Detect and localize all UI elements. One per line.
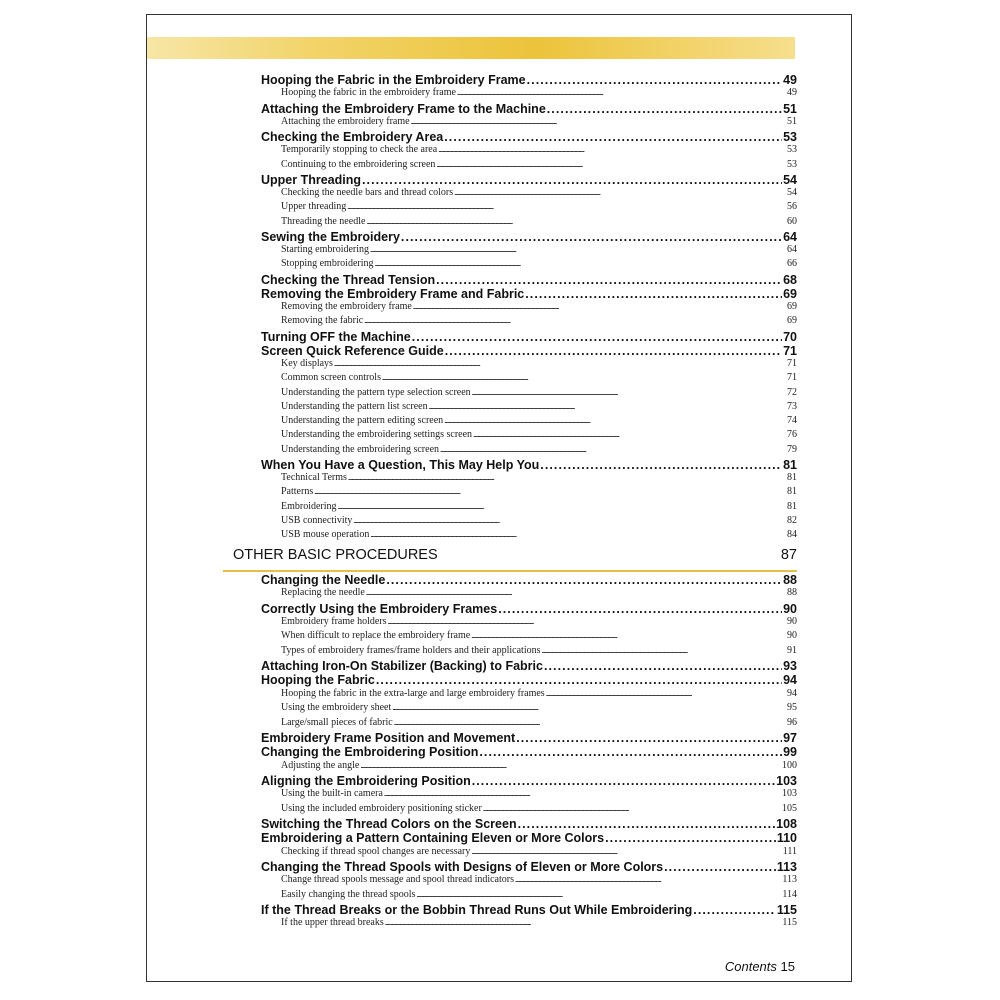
toc-entry-page: 81 bbox=[787, 472, 797, 483]
toc-entry-page: 53 bbox=[787, 158, 797, 170]
toc-entry-title: Starting embroidering bbox=[281, 244, 370, 255]
toc-entry-title: USB mouse operation bbox=[281, 529, 370, 540]
toc-entry-title: Change thread spools message and spool thread indicators bbox=[281, 874, 514, 886]
toc-main-entry[interactable] bbox=[147, 860, 797, 874]
toc-entry-title: Checking if thread spool changes are necessary bbox=[281, 845, 471, 857]
toc-dot-leader bbox=[525, 287, 782, 301]
toc-entry-title: Hooping the fabric in the extra-large and large embroidery frames bbox=[281, 687, 545, 699]
toc-entry-page: 99 bbox=[783, 745, 797, 760]
toc-entry-title: Removing the fabric bbox=[281, 315, 364, 327]
toc-entry-title: Technical Terms bbox=[281, 472, 347, 483]
toc-entry-page: 54 bbox=[787, 187, 797, 198]
toc-sub-entry[interactable] bbox=[147, 387, 797, 398]
toc-dot-leader bbox=[515, 874, 781, 885]
toc-sub-entry[interactable] bbox=[147, 201, 797, 212]
toc-main-entry[interactable] bbox=[147, 817, 797, 831]
toc-dot-leader bbox=[542, 645, 787, 656]
toc-entry-title: Understanding the pattern editing screen bbox=[281, 415, 444, 426]
footer-page-number: 15 bbox=[780, 959, 795, 974]
toc-sub-entry[interactable] bbox=[147, 616, 797, 627]
toc-entry-page: 91 bbox=[787, 644, 797, 656]
toc-dot-leader bbox=[457, 87, 786, 98]
toc-sub-entry[interactable] bbox=[147, 501, 797, 512]
toc-sub-entry[interactable] bbox=[147, 803, 797, 814]
toc-entry-page: 96 bbox=[787, 716, 797, 728]
toc-dot-leader bbox=[401, 230, 782, 244]
toc-entry-page: 108 bbox=[776, 816, 797, 831]
toc-entry-title: Threading the needle bbox=[281, 215, 366, 227]
toc-dot-leader bbox=[518, 817, 776, 831]
toc-entry-page: 88 bbox=[787, 587, 797, 599]
toc-entry-title: Changing the Thread Spools with Designs of Eleven or More Colors bbox=[261, 860, 664, 874]
toc-entry-page: 113 bbox=[776, 860, 797, 874]
toc-sub-entry[interactable] bbox=[147, 116, 797, 127]
toc-sub-entry[interactable] bbox=[147, 159, 797, 170]
toc-entry-page: 56 bbox=[787, 201, 797, 213]
footer-label: Contents bbox=[724, 959, 777, 974]
toc-entry-page: 103 bbox=[776, 773, 797, 788]
toc-dot-leader bbox=[540, 458, 782, 472]
toc-sub-entry[interactable] bbox=[147, 717, 797, 728]
toc-entry-page: 53 bbox=[787, 144, 797, 156]
toc-entry-page: 100 bbox=[782, 759, 797, 771]
page-footer bbox=[725, 959, 795, 974]
toc-entry-page: 81 bbox=[787, 486, 797, 498]
toc-dot-leader bbox=[370, 529, 786, 540]
toc-entry-page: 115 bbox=[776, 903, 797, 918]
toc-main-entry[interactable] bbox=[147, 130, 797, 144]
toc-sub-entry[interactable] bbox=[147, 846, 797, 857]
toc-main-entry[interactable] bbox=[147, 73, 797, 87]
toc-entry-title: Hooping the fabric in the embroidery frame bbox=[281, 87, 456, 99]
toc-dot-leader bbox=[384, 788, 781, 799]
toc-dot-leader bbox=[471, 846, 781, 857]
toc-sub-entry[interactable] bbox=[147, 401, 797, 412]
toc-sub-entry[interactable] bbox=[147, 144, 797, 155]
toc-main-entry[interactable] bbox=[147, 173, 797, 187]
toc-entry-title: Replacing the needle bbox=[281, 587, 365, 599]
toc-entry-title: Sewing the Embroidery bbox=[261, 229, 400, 244]
toc-dot-leader bbox=[547, 102, 782, 116]
toc-sub-entry[interactable] bbox=[147, 87, 797, 98]
toc-dot-leader bbox=[472, 774, 775, 788]
document-page bbox=[146, 14, 852, 982]
toc-dot-leader bbox=[516, 731, 782, 745]
toc-entry-page: 70 bbox=[783, 329, 797, 344]
toc-dot-leader bbox=[366, 216, 786, 227]
toc-entry-page: 69 bbox=[783, 286, 797, 301]
toc-entry-page: 72 bbox=[787, 386, 797, 398]
toc-entry-title: Checking the Thread Tension bbox=[261, 272, 436, 287]
toc-entry-title: Hooping the Fabric in the Embroidery Frame bbox=[261, 73, 526, 87]
toc-entry-page: 71 bbox=[783, 343, 797, 358]
toc-dot-leader bbox=[544, 659, 782, 673]
toc-entry-title: If the upper thread breaks bbox=[281, 917, 384, 929]
toc-entry-page: 95 bbox=[787, 702, 797, 714]
toc-dot-leader bbox=[444, 415, 786, 426]
section-heading bbox=[233, 547, 797, 563]
toc-dot-leader bbox=[347, 201, 786, 212]
toc-entry-page: 74 bbox=[787, 415, 797, 426]
toc-entry-title: Upper threading bbox=[281, 201, 347, 213]
toc-dot-leader bbox=[394, 717, 786, 728]
toc-entry-title: USB connectivity bbox=[281, 514, 353, 526]
toc-entry-page: 111 bbox=[782, 845, 797, 857]
toc-entry-page: 115 bbox=[782, 917, 797, 929]
toc-dot-leader bbox=[366, 587, 786, 598]
toc-entry-page: 79 bbox=[787, 443, 797, 455]
toc-entry-page: 88 bbox=[783, 573, 797, 587]
toc-dot-leader bbox=[444, 130, 782, 144]
toc-entry-page: 97 bbox=[783, 730, 797, 745]
toc-entry-title: Turning OFF the Machine bbox=[261, 329, 411, 344]
toc-entry-title: Using the built-in camera bbox=[281, 788, 383, 800]
toc-entry-page: 81 bbox=[783, 457, 797, 472]
toc-dot-leader bbox=[353, 515, 786, 526]
toc-entry-page: 90 bbox=[783, 601, 797, 616]
toc-entry-title: Correctly Using the Embroidery Frames bbox=[261, 601, 498, 616]
toc-sub-entry[interactable] bbox=[147, 874, 797, 885]
toc-entry-title: Checking the needle bars and thread colors bbox=[281, 187, 454, 198]
toc-entry-page: 103 bbox=[782, 788, 797, 800]
toc-sub-entry[interactable] bbox=[147, 429, 797, 440]
toc-entry-title: Embroidery Frame Position and Movement bbox=[261, 730, 516, 745]
toc-main-entry[interactable] bbox=[147, 731, 797, 745]
toc-entry-title: Using the embroidery sheet bbox=[281, 702, 392, 714]
toc-sub-entry[interactable] bbox=[147, 515, 797, 526]
toc-entry-title: Understanding the pattern type selection screen bbox=[281, 386, 471, 398]
toc-main-entry[interactable] bbox=[147, 774, 797, 788]
header-color-band bbox=[147, 37, 795, 59]
toc-entry-title: Temporarily stopping to check the area bbox=[281, 144, 438, 156]
toc-entry-page: 81 bbox=[787, 500, 797, 512]
toc-entry-title: Large/small pieces of fabric bbox=[281, 716, 393, 728]
toc-sub-entry[interactable] bbox=[147, 415, 797, 426]
toc-dot-leader bbox=[483, 803, 781, 814]
toc-entry-title: Embroidering bbox=[281, 500, 337, 512]
toc-dot-leader bbox=[370, 244, 786, 255]
toc-entry-page: 54 bbox=[783, 172, 797, 187]
toc-entry-title: Patterns bbox=[281, 486, 314, 498]
toc-entry-page: 84 bbox=[787, 529, 797, 540]
toc-sub-entry[interactable] bbox=[147, 372, 797, 383]
toc-entry-title: Using the included embroidery positioning sticker bbox=[281, 802, 482, 814]
toc-entry-title: Attaching Iron-On Stabilizer (Backing) to Fabric bbox=[261, 659, 543, 674]
toc-dot-leader bbox=[338, 501, 786, 512]
toc-entry-title: Key displays bbox=[281, 358, 333, 369]
toc-sub-entry[interactable] bbox=[147, 472, 797, 483]
toc-sub-entry[interactable] bbox=[147, 688, 797, 699]
toc-entry-title: When You Have a Question, This May Help You bbox=[261, 457, 540, 472]
toc-dot-leader bbox=[429, 401, 786, 412]
toc-entry-page: 49 bbox=[787, 87, 797, 99]
toc-entry-page: 60 bbox=[787, 215, 797, 227]
toc-entry-page: 51 bbox=[787, 115, 797, 127]
toc-dot-leader bbox=[348, 472, 786, 483]
toc-entry-page: 71 bbox=[787, 372, 797, 384]
toc-entry-title: Adjusting the angle bbox=[281, 759, 360, 771]
toc-entry-page: 64 bbox=[783, 229, 797, 244]
toc-entry-title: Aligning the Embroidering Position bbox=[261, 773, 471, 788]
toc-entry-title: Types of embroidery frames/frame holders and their applications bbox=[281, 644, 541, 656]
toc-dot-leader bbox=[412, 330, 782, 344]
toc-main-entry[interactable] bbox=[147, 745, 797, 759]
toc-main-entry[interactable] bbox=[147, 458, 797, 472]
toc-entry-title: Easily changing the thread spools bbox=[281, 888, 416, 900]
toc-dot-leader bbox=[546, 688, 786, 699]
toc-dot-leader bbox=[436, 159, 786, 170]
toc-sub-entry[interactable] bbox=[147, 587, 797, 598]
toc-dot-leader bbox=[498, 602, 782, 616]
toc-dot-leader bbox=[605, 831, 776, 845]
toc-dot-leader bbox=[479, 745, 782, 759]
toc-dot-leader bbox=[314, 486, 786, 497]
toc-entry-page: 66 bbox=[787, 258, 797, 270]
toc-entry-page: 71 bbox=[787, 358, 797, 369]
toc-sub-entry[interactable] bbox=[147, 917, 797, 928]
toc-entry-title: Screen Quick Reference Guide bbox=[261, 343, 444, 358]
toc-entry-title: Understanding the embroidering screen bbox=[281, 443, 440, 455]
section-title[interactable]: OTHER BASIC PROCEDURES bbox=[233, 547, 438, 563]
toc-sub-entry[interactable] bbox=[147, 444, 797, 455]
toc-dot-leader bbox=[445, 344, 782, 358]
toc-dot-leader bbox=[438, 144, 786, 155]
toc-dot-leader bbox=[693, 903, 776, 917]
toc-entry-page: 90 bbox=[787, 630, 797, 642]
toc-main-entry[interactable] bbox=[147, 102, 797, 116]
toc-dot-leader bbox=[527, 73, 782, 87]
toc-main-entry[interactable] bbox=[147, 903, 797, 917]
toc-entry-title: If the Thread Breaks or the Bobbin Thread Runs Out While Embroidering bbox=[261, 903, 693, 918]
toc-sub-entry[interactable] bbox=[147, 315, 797, 326]
toc-dot-leader bbox=[360, 760, 781, 771]
toc-main-entry[interactable] bbox=[147, 573, 797, 587]
toc-main-entry[interactable] bbox=[147, 287, 797, 301]
toc-entry-page: 76 bbox=[787, 429, 797, 441]
toc-entry-title: Common screen controls bbox=[281, 372, 381, 384]
toc-sub-entry[interactable] bbox=[147, 486, 797, 497]
toc-entry-title: Upper Threading bbox=[261, 172, 362, 187]
toc-sub-entry[interactable] bbox=[147, 216, 797, 227]
toc-dot-leader bbox=[382, 372, 786, 383]
toc-dot-leader bbox=[388, 616, 786, 627]
toc-entry-page: 105 bbox=[782, 802, 797, 814]
toc-dot-leader bbox=[413, 301, 786, 312]
toc-entry-title: Removing the embroidery frame bbox=[281, 301, 412, 312]
toc-main-entry[interactable] bbox=[147, 273, 797, 287]
toc-entry-page: 113 bbox=[782, 874, 797, 886]
toc-main-entry[interactable] bbox=[147, 831, 797, 845]
toc-entry-title: Removing the Embroidery Frame and Fabric bbox=[261, 286, 525, 301]
toc-main-entry[interactable] bbox=[147, 602, 797, 616]
toc-dot-leader bbox=[436, 273, 782, 287]
toc-entry-title: Continuing to the embroidering screen bbox=[281, 158, 436, 170]
toc-dot-leader bbox=[664, 860, 776, 874]
toc-entry-page: 94 bbox=[783, 673, 797, 688]
toc-dot-leader bbox=[473, 429, 786, 440]
section-page: 87 bbox=[780, 547, 797, 563]
toc-entry-title: Embroidering a Pattern Containing Eleven or More Colors bbox=[261, 831, 605, 846]
toc-sub-entry[interactable] bbox=[147, 258, 797, 269]
toc-main-entry[interactable] bbox=[147, 659, 797, 673]
toc-entry-title: Checking the Embroidery Area bbox=[261, 130, 444, 144]
toc-entry-title: Stopping embroidering bbox=[281, 258, 374, 270]
toc-entry-page: 69 bbox=[787, 315, 797, 327]
toc-dot-leader bbox=[392, 702, 786, 713]
toc-dot-leader bbox=[416, 889, 781, 900]
toc-main-entry[interactable] bbox=[147, 344, 797, 358]
toc-sub-entry[interactable] bbox=[147, 187, 797, 198]
toc-entry-page: 82 bbox=[787, 514, 797, 526]
toc-sub-entry[interactable] bbox=[147, 630, 797, 641]
toc-dot-leader bbox=[386, 573, 782, 587]
toc-entry-title: Switching the Thread Colors on the Screen bbox=[261, 816, 517, 831]
toc-entry-title: Hooping the Fabric bbox=[261, 673, 375, 688]
toc-dot-leader bbox=[440, 444, 786, 455]
toc-sub-entry[interactable] bbox=[147, 301, 797, 312]
toc-sub-entry[interactable] bbox=[147, 760, 797, 771]
toc-entry-page: 90 bbox=[787, 616, 797, 628]
toc-dot-leader bbox=[454, 187, 786, 198]
toc-sub-entry[interactable] bbox=[147, 889, 797, 900]
toc-main-entry[interactable] bbox=[147, 330, 797, 344]
toc-entry-page: 110 bbox=[776, 831, 797, 846]
toc-sub-entry[interactable] bbox=[147, 244, 797, 255]
toc-entry-title: Understanding the pattern list screen bbox=[281, 400, 428, 412]
toc-sub-entry[interactable] bbox=[147, 788, 797, 799]
toc-entry-page: 68 bbox=[783, 272, 797, 287]
toc-entry-title: Attaching the Embroidery Frame to the Machine bbox=[261, 101, 546, 116]
toc-main-entry[interactable] bbox=[147, 673, 797, 687]
toc-entry-page: 51 bbox=[783, 101, 797, 116]
toc-dot-leader bbox=[471, 630, 786, 641]
section-rule bbox=[223, 570, 797, 572]
toc-entry-page: 73 bbox=[787, 400, 797, 412]
toc-entry-page: 53 bbox=[783, 130, 797, 144]
toc-dot-leader bbox=[376, 673, 782, 687]
toc-dot-leader bbox=[375, 258, 787, 269]
toc-entry-page: 64 bbox=[787, 244, 797, 255]
toc-dot-leader bbox=[385, 917, 782, 928]
toc-dot-leader bbox=[472, 387, 786, 398]
toc-entry-page: 69 bbox=[787, 301, 797, 312]
toc-dot-leader bbox=[411, 116, 786, 127]
toc-entry-title: When difficult to replace the embroidery frame bbox=[281, 630, 471, 642]
toc-sub-entry[interactable] bbox=[147, 702, 797, 713]
toc-sub-entry[interactable] bbox=[147, 358, 797, 369]
toc-sub-entry[interactable] bbox=[147, 645, 797, 656]
toc-dot-leader bbox=[334, 358, 786, 369]
toc-entry-page: 93 bbox=[783, 659, 797, 674]
toc-dot-leader bbox=[364, 315, 786, 326]
toc-entry-title: Attaching the embroidery frame bbox=[281, 115, 410, 127]
toc-entry-title: Embroidery frame holders bbox=[281, 616, 387, 628]
toc-main-entry[interactable] bbox=[147, 230, 797, 244]
toc-entry-page: 94 bbox=[787, 687, 797, 699]
toc-sub-entry[interactable] bbox=[147, 529, 797, 540]
toc-entry-page: 49 bbox=[783, 73, 797, 87]
toc-entry-title: Changing the Needle bbox=[261, 573, 386, 587]
toc-entry-title: Understanding the embroidering settings screen bbox=[281, 429, 473, 441]
toc-dot-leader bbox=[362, 173, 782, 187]
toc-entry-page: 114 bbox=[782, 888, 797, 900]
toc-entry-title: Changing the Embroidering Position bbox=[261, 745, 479, 760]
